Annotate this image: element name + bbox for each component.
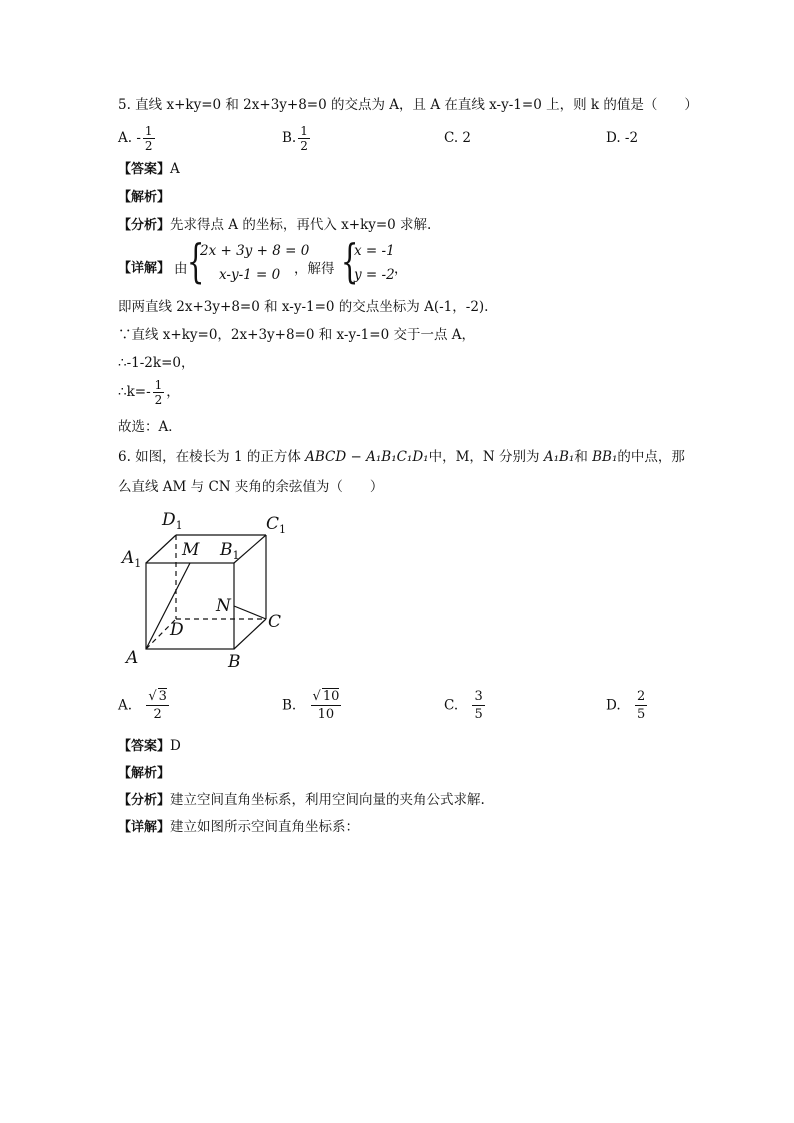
stem-part: 的中点，那 bbox=[617, 449, 685, 465]
solve-word: ，解得 bbox=[294, 261, 335, 277]
fraction-denominator: 2 bbox=[144, 139, 153, 153]
segment-bb1: BB₁ bbox=[592, 449, 618, 465]
answer-value: D bbox=[170, 738, 181, 754]
q6-stem-line1 bbox=[118, 448, 685, 466]
q5-line4 bbox=[118, 378, 180, 407]
answer-value: A bbox=[170, 161, 180, 177]
q6-option-d-fraction bbox=[635, 688, 647, 723]
fenxi-tag: 【分析】 bbox=[118, 218, 171, 233]
solution-end: ， bbox=[394, 261, 408, 277]
label-n: N bbox=[216, 596, 231, 616]
segment-a1b1: A₁B₁ bbox=[543, 449, 575, 465]
q6-option-a-fraction bbox=[146, 688, 169, 723]
label-b: B bbox=[228, 652, 241, 672]
q5-answer bbox=[118, 160, 180, 179]
answer-tag: 【答案】 bbox=[118, 739, 171, 754]
fraction-numerator: √ 10 bbox=[312, 689, 340, 704]
fenxi-text: 建立空间直角坐标系，利用空间向量的夹角公式求解. bbox=[170, 792, 485, 808]
label-b1: $B_1$ bbox=[220, 540, 240, 562]
xiangjie-tag: 【详解】 bbox=[118, 261, 171, 276]
q5-option-b-label: B. bbox=[282, 130, 297, 146]
fraction-numerator: 2 bbox=[636, 689, 646, 704]
solution-1: x = -1 bbox=[354, 243, 395, 259]
q5-line1: 即两直线 2x+3y+8=0 和 x-y-1=0 的交点坐标为 A(-1，-2). bbox=[118, 299, 489, 315]
label-a1: $A_1$ bbox=[122, 548, 142, 570]
q5-stem: 5. 直线 x+ky=0 和 2x+3y+8=0 的交点为 A，且 A 在直线 x-y-1=0 上，则 k 的值是（ ） bbox=[118, 97, 698, 113]
q6-option-c-fraction bbox=[472, 688, 484, 723]
label-d1: $D_1$ bbox=[162, 510, 183, 532]
fraction-numerator: 3 bbox=[474, 689, 483, 704]
stem-part: 中，M，N 分别为 bbox=[428, 449, 540, 465]
q5-option-c[interactable]: C. 2 bbox=[444, 130, 472, 146]
line4-pre: ∴k=- bbox=[118, 384, 151, 400]
q6-fenxi bbox=[118, 791, 485, 810]
fraction-numerator: 1 bbox=[154, 378, 163, 392]
analysis-tag: 【解析】 bbox=[118, 766, 171, 781]
stem-part: 6. 如图，在棱长为 1 的正方体 bbox=[118, 449, 301, 465]
q6-option-d-label: D. bbox=[606, 697, 621, 714]
q6-option-c-label: C. bbox=[444, 697, 459, 714]
q5-option-b[interactable] bbox=[282, 124, 312, 153]
stem-part: 和 bbox=[574, 449, 588, 465]
q6-option-d[interactable] bbox=[606, 688, 649, 723]
left-brace-1: { bbox=[186, 234, 205, 288]
fraction-denominator: 5 bbox=[636, 707, 646, 722]
q5-option-a-fraction bbox=[143, 124, 155, 153]
edge-a1d1 bbox=[146, 535, 176, 563]
q6-option-b[interactable] bbox=[282, 688, 343, 723]
q5-option-d[interactable]: D. -2 bbox=[606, 130, 639, 146]
fraction-denominator: 2 bbox=[154, 393, 163, 407]
q5-line5: 故选：A． bbox=[118, 419, 182, 435]
q5-analysis-heading bbox=[118, 188, 170, 207]
fraction-denominator: 2 bbox=[300, 139, 308, 153]
q5-fenxi bbox=[118, 216, 431, 235]
line4-end: ， bbox=[166, 384, 180, 400]
q6-option-a-label: A. bbox=[118, 697, 133, 714]
q5-option-b-fraction bbox=[298, 124, 310, 153]
q6-option-c[interactable] bbox=[444, 688, 487, 723]
line4-fraction bbox=[153, 378, 165, 407]
cube-name: ABCD − A₁B₁C₁D₁ bbox=[305, 449, 429, 465]
xiangjie-tag: 【详解】 bbox=[118, 820, 171, 835]
fraction-denominator: 5 bbox=[474, 707, 483, 722]
fenxi-tag: 【分析】 bbox=[118, 793, 171, 808]
q5-line2: ∵直线 x+ky=0，2x+3y+8=0 和 x-y-1=0 交于一点 A， bbox=[118, 327, 475, 343]
label-d: D bbox=[170, 620, 184, 640]
q6-answer bbox=[118, 737, 181, 756]
segment-cn bbox=[234, 606, 266, 619]
fraction-denominator: 10 bbox=[317, 707, 335, 722]
fraction-numerator: 1 bbox=[144, 124, 153, 138]
fenxi-text: 先求得点 A 的坐标，再代入 x+ky=0 求解. bbox=[170, 217, 432, 233]
fraction-numerator: 1 bbox=[300, 124, 308, 138]
xiangjie-text: 建立如图所示空间直角坐标系： bbox=[170, 819, 360, 835]
q5-line3: ∴-1-2k=0， bbox=[118, 355, 195, 371]
equation-2: x-y-1 = 0 bbox=[219, 267, 281, 283]
q5-option-a-label: A. - bbox=[118, 130, 141, 146]
q6-option-b-fraction bbox=[311, 688, 342, 723]
q6-analysis-heading bbox=[118, 764, 170, 783]
q6-xiangjie bbox=[118, 818, 359, 837]
left-brace-2: { bbox=[340, 234, 359, 288]
label-c1: $C_1$ bbox=[266, 514, 287, 536]
xiangjie-pre: 由 bbox=[174, 261, 188, 277]
label-c: C bbox=[268, 612, 282, 632]
label-a: A bbox=[126, 648, 139, 668]
answer-tag: 【答案】 bbox=[118, 162, 171, 177]
edge-bc bbox=[234, 619, 266, 649]
q6-option-b-label: B. bbox=[282, 697, 297, 714]
q5-option-a[interactable] bbox=[118, 124, 157, 153]
fraction-numerator: √ 3 bbox=[148, 689, 167, 704]
cube-figure bbox=[118, 505, 298, 677]
analysis-tag: 【解析】 bbox=[118, 190, 171, 205]
q5-xiangjie bbox=[118, 234, 438, 288]
label-m: M bbox=[182, 540, 200, 560]
equation-1: 2x + 3y + 8 = 0 bbox=[200, 243, 310, 259]
q6-stem-line2: 么直线 AM 与 CN 夹角的余弦值为（ ） bbox=[118, 479, 384, 495]
solution-2: y = -2 bbox=[354, 267, 395, 283]
q6-option-a[interactable] bbox=[118, 688, 171, 723]
fraction-denominator: 2 bbox=[153, 707, 162, 722]
